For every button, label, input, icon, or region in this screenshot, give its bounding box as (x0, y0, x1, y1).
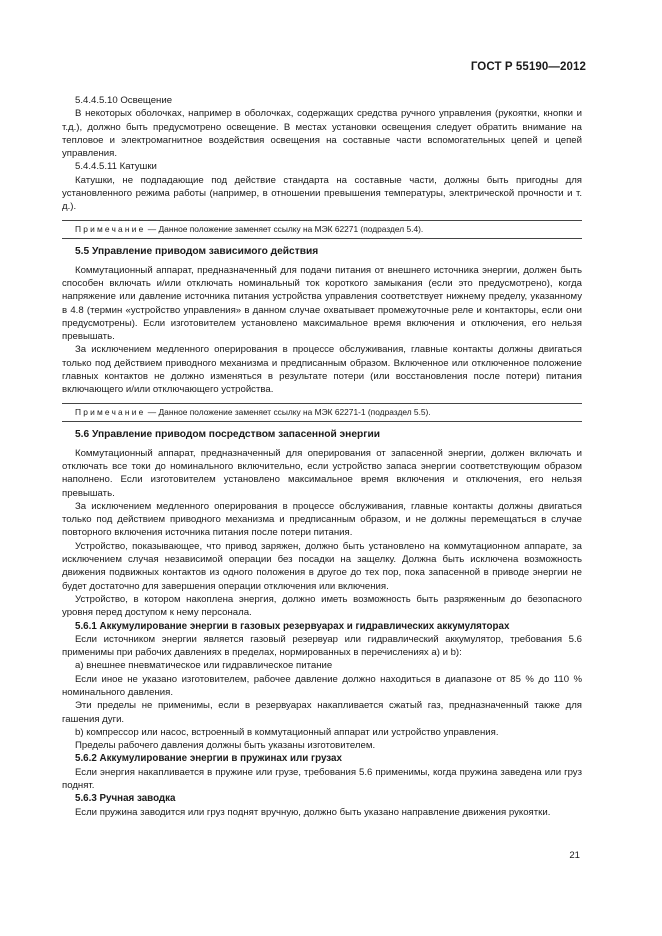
section-heading-5-5: 5.5 Управление приводом зависимого действия (75, 245, 319, 257)
paragraph: За исключением медленного оперирования в процессе обслуживания, главные контакты должны двигаться только под действием приводного механизма и предписанным образом. Включенное или отключенное положение главных контактов не должно изменяться в результате потери (или восстановления после потери) питания включающего и/или отключающего устройства. (62, 344, 582, 396)
note-label: Примечание (75, 223, 146, 234)
paragraph: Пределы рабочего давления должны быть указаны изготовителем. (75, 740, 376, 752)
note-text: — Данное положение заменяет ссылку на МЭК 62271 (подраздел 5.4). (145, 223, 424, 234)
page-number: 21 (569, 850, 580, 861)
paragraph: Если пружина заводится или груз поднят вручную, должно быть указано направление движения рукоятки. (75, 806, 551, 818)
paragraph: Если источником энергии является газовый резервуар или гидравлический аккумулятор, требования 5.6 применимы при рабочих давлениях в пределах, нормированных в перечислениях a) и b): (62, 633, 582, 659)
paragraph: Если энергия накапливается в пружине или грузе, требования 5.6 применимы, когда пружина заведена или груз поднят. (62, 766, 582, 792)
note-box (62, 220, 582, 239)
note-text: — Данное положение заменяет ссылку на МЭК 62271-1 (подраздел 5.5). (145, 406, 431, 417)
list-item-b: b) компрессор или насос, встроенный в коммутационный аппарат или устройство управления. (75, 726, 499, 738)
standard-header: ГОСТ Р 55190—2012 (470, 61, 586, 73)
clause-heading-lighting: 5.4.4.5.10 Освещение (75, 95, 173, 106)
subsection-heading-5-6-1: 5.6.1 Аккумулирование энергии в газовых резервуарах и гидравлических аккумуляторах (75, 620, 510, 632)
paragraph: За исключением медленного оперирования в процессе обслуживания, главные контакты должны двигаться только под действием приводного механизма и предписанным образом, и не должны перемещаться в случае повторного включения источника питания после потери питания. (62, 500, 582, 539)
note-box (62, 403, 582, 422)
paragraph: Коммутационный аппарат, предназначенный для подачи питания от внешнего источника энергии, должен быть способен включать и/или отключать номинальный ток короткого замыкания (если это предусмотрено), когда напряжение или давление источника питания устройства управления соответствует нижнему пределу, указанному в 4.8 (термин «устройство управления» в данном случае охватывает промежуточные реле и контакторы, если они предусмотрены). Если изготовителем установлено максимальное время включения и отключения, его нельзя превышать. (62, 264, 582, 343)
paragraph: Если иное не указано изготовителем, рабочее давление должно находиться в диапазоне от 85 % до 110 % номинального давления. (62, 673, 582, 698)
paragraph: Устройство, в котором накоплена энергия, должно иметь возможность быть разряженным до безопасного уровня перед доступом к нему персонала. (62, 593, 582, 619)
paragraph: Эти пределы не применимы, если в резервуарах накапливается сжатый газ, предназначенный также для гашения дуги. (62, 700, 582, 725)
list-item-a: a) внешнее пневматическое или гидравлическое питание (75, 660, 333, 672)
subsection-heading-5-6-2: 5.6.2 Аккумулирование энергии в пружинах или грузах (75, 753, 342, 765)
paragraph: Устройство, показывающее, что привод заряжен, должно быть установлено на коммутационном аппарате, за исключением случая независимой операции без посадки на защелку. Должна быть исключена возможность движения подвижных контактов из одного положения в другое до тех пор, пока запасенной в приводе энергии не будет достаточно для завершения операции отключения или включения. (62, 540, 582, 592)
subsection-heading-5-6-3: 5.6.3 Ручная заводка (75, 793, 176, 805)
clause-text-lighting: В некоторых оболочках, например в оболочках, содержащих средства ручного управления (рукоятки, кнопки и т.д.), должно быть предусмотрено освещение. В местах установки освещения следует обратить внимание на тепловое и электромагнитное воздействия освещения на составные части вспомогательных цепей и цепей управления. (62, 108, 582, 160)
section-heading-5-6: 5.6 Управление приводом посредством запасенной энергии (75, 428, 380, 440)
clause-heading-coils: 5.4.4.5.11 Катушки (75, 161, 157, 173)
paragraph: Коммутационный аппарат, предназначенный для оперирования от запасенной энергии, должен включать и отключать все токи до номинального включительно, если устройство запаса энергии соответствующим образом наполнено. Если изготовителем установлено максимальное время включения и отключения, его нельзя превышать. (62, 447, 582, 499)
page-content (62, 94, 582, 819)
note-label: Примечание (75, 406, 146, 417)
clause-text-coils: Катушки, не подпадающие под действие стандарта на составные части, должны быть пригодны для установленного режима работы (например, в отношении превышения температуры, электрической прочности и т. д.). (62, 174, 582, 213)
